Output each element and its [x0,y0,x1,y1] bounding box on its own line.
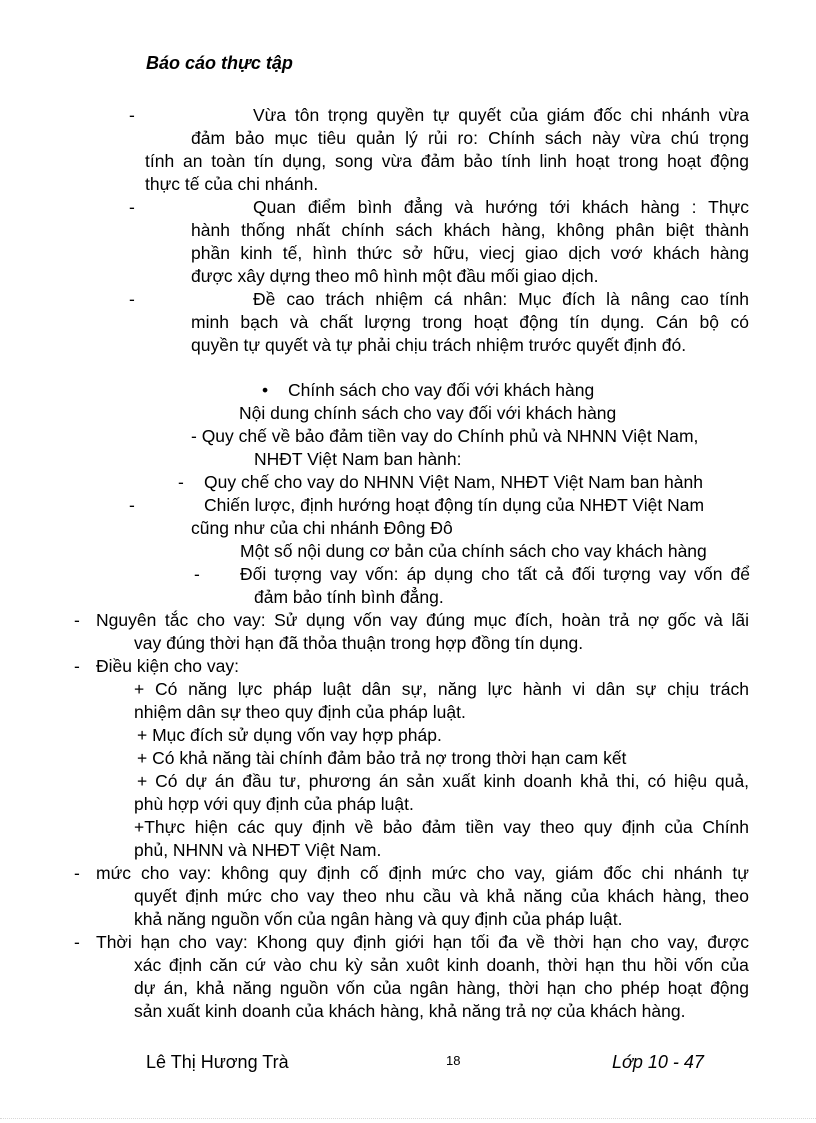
text-line: xác định căn cứ vào chu kỳ sản xuôt kinh doanh, thời hạn thu hồi vốn của [134,955,749,975]
subsection-heading: Một số nội dung cơ bản của chính sách cho vay khách hàng [240,541,707,561]
text-line: Đề cao trách nhiệm cá nhân: Mục đích là nâng cao tính [253,289,749,309]
text-line: cũng như của chi nhánh Đông Đô [191,518,453,538]
text-line: Vừa tôn trọng quyền tự quyết của giám đốc chi nhánh vừa [253,105,750,125]
footer-author: Lê Thị Hương Trà [146,1052,289,1072]
dash-marker: - [74,932,80,952]
page-number: 18 [446,1053,461,1068]
text-line: + Có dự án đầu tư, phương án sản xuất kinh doanh khả thi, có hiệu quả, [137,771,750,791]
text-line: vay đúng thời hạn đã thỏa thuận trong hợp đồng tín dụng. [134,633,584,653]
dash-marker: - [129,495,135,515]
text-line: Nguyên tắc cho vay: Sử dụng vốn vay đúng mục đích, hoàn trả nợ gốc và lãi [96,610,749,630]
subsection-heading: Nội dung chính sách cho vay đối với khách hàng [239,403,617,423]
text-line: được xây dựng theo mô hình một đầu mối giao dịch. [191,266,599,286]
text-line: mức cho vay: không quy định cố định mức cho vay, giám đốc chi nhánh tự [96,863,749,883]
text-line: nhiệm dân sự theo quy định của pháp luật. [134,702,466,722]
dash-marker: - [129,197,135,217]
dash-marker: - [194,564,200,584]
text-line: dự án, khả năng nguồn vốn của ngân hàng, thời hạn cho phép hoạt động [134,978,750,998]
dash-marker: - [74,656,80,676]
text-line: hành thống nhất chính sách khách hàng, không phân biệt thành [191,220,749,240]
page-bottom-divider [0,1118,816,1119]
dash-marker: - [74,610,80,630]
text-line: phần kinh tế, hình thức sở hữu, viecj giao dịch vơớ khách hàng [191,243,749,263]
page-header-title: Báo cáo thực tập [146,53,293,73]
text-line: Quy chế cho vay do NHNN Việt Nam, NHĐT Việt Nam ban hành [204,472,703,492]
text-line: minh bạch và chất lượng trong hoạt động tín dụng. Cán bộ có [191,312,749,332]
text-line: quyết định mức cho vay theo nhu cầu và khả năng của khách hàng, theo [134,886,750,906]
text-line: Đối tượng vay vốn: áp dụng cho tất cả đối tượng vay vốn để [240,564,751,584]
footer-class: Lớp 10 - 47 [612,1052,704,1072]
text-line: khả năng nguồn vốn của ngân hàng và quy định của pháp luật. [134,909,623,929]
text-line: Quan điểm bình đẳng và hướng tới khách hàng : Thực [253,197,750,217]
text-line: phù hợp với quy định của pháp luật. [134,794,414,814]
text-line: quyền tự quyết và tự phải chịu trách nhiệm trước quyết định đó. [191,335,687,355]
bullet-marker: • [262,380,269,400]
text-line: thực tế của chi nhánh. [145,174,319,194]
text-line: + Mục đích sử dụng vốn vay hợp pháp. [137,725,442,745]
text-line: - Quy chế về bảo đảm tiền vay do Chính phủ và NHNN Việt Nam, [191,426,699,446]
text-line: Chiến lược, định hướng hoạt động tín dụng của NHĐT Việt Nam [204,495,705,515]
section-heading: Chính sách cho vay đối với khách hàng [288,380,595,400]
text-line: phủ, NHNN và NHĐT Việt Nam. [134,840,382,860]
text-line: đảm bảo mục tiêu quản lý rủi ro: Chính sách này vừa chú trọng [191,128,749,148]
text-line: Điều kiện cho vay: [96,656,239,676]
text-line: + Có năng lực pháp luật dân sự, năng lực hành vi dân sự chịu trách [134,679,749,699]
text-line: +Thực hiện các quy định về bảo đảm tiền vay theo quy định của Chính [134,817,750,837]
text-line: tính an toàn tín dụng, song vừa đảm bảo tính linh hoạt trong hoạt động [145,151,749,171]
dash-marker: - [129,105,135,125]
text-line: Thời hạn cho vay: Khong quy định giới hạn tối đa về thời hạn cho vay, được [96,932,749,952]
text-line: NHĐT Việt Nam ban hành: [254,449,462,469]
text-line: + Có khả năng tài chính đảm bảo trả nợ trong thời hạn cam kết [137,748,627,768]
text-line: sản xuất kinh doanh của khách hàng, khả năng trả nợ của khách hàng. [134,1001,686,1021]
dash-marker: - [178,472,184,492]
text-line: đảm bảo tính bình đẳng. [254,587,444,607]
dash-marker: - [129,289,135,309]
dash-marker: - [74,863,80,883]
